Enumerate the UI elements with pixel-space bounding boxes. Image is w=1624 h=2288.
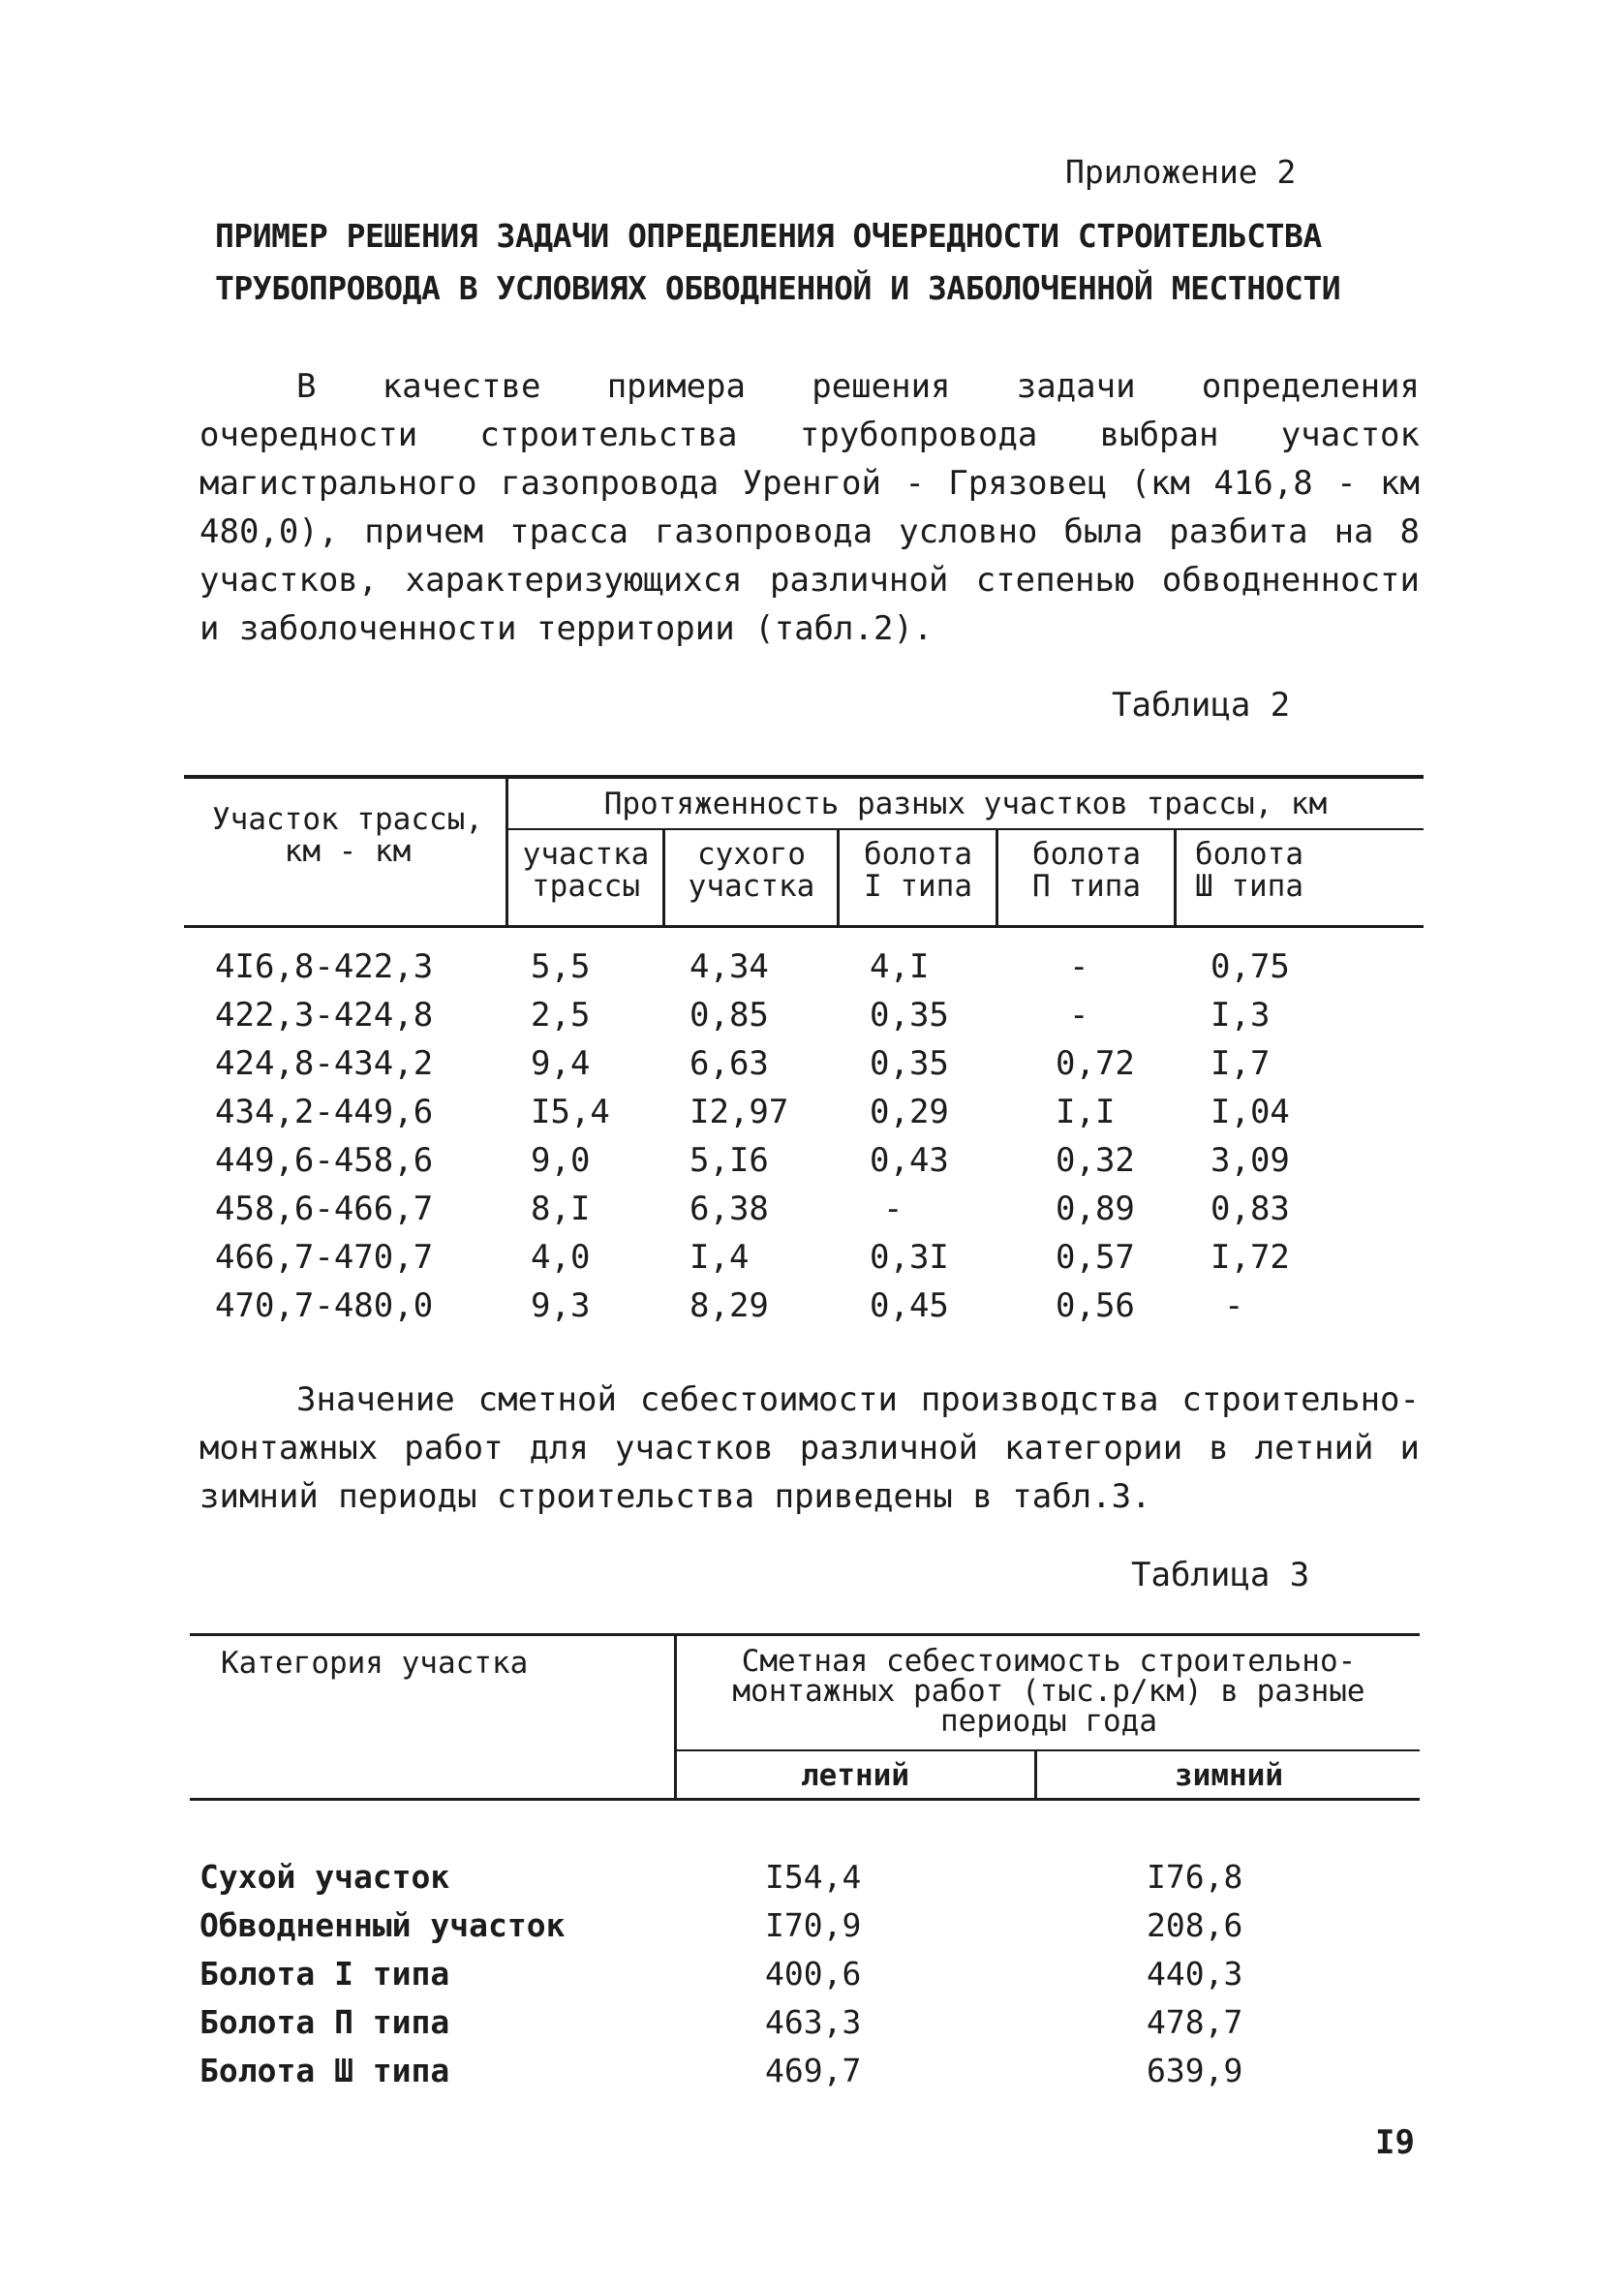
cost-paragraph xyxy=(199,1376,1420,1521)
table-cell: I,7 xyxy=(1210,1044,1271,1083)
table-cell: 470,7-480,0 xyxy=(215,1286,434,1325)
table-cell: Обводненный участок xyxy=(199,1906,566,1944)
table-cell: 424,8-434,2 xyxy=(215,1044,434,1083)
table-cell: 466,7-470,7 xyxy=(215,1238,434,1277)
table-cell: I,4 xyxy=(689,1238,750,1277)
table-cell: I54,4 xyxy=(765,1858,862,1896)
intro-paragraph-text: В качестве примера решения задачи определения очередности строительства трубопровода выбран участок магистрального газопровода Уренгой - Грязовец (км 416,8 - км 480,0), причем трасса газопровода условно была разбита на 8 участков, характеризующихся различной степенью обводненности и заболоченности территории (табл.2). xyxy=(199,367,1420,648)
table-cell: 0,35 xyxy=(870,996,949,1035)
table-cell: 0,57 xyxy=(1056,1238,1135,1277)
table-cell: 4,I xyxy=(870,947,930,986)
table3-divider-1 xyxy=(674,1635,677,1798)
table-cell: 0,45 xyxy=(870,1286,949,1325)
table-cell: 0,56 xyxy=(1056,1286,1135,1325)
table3-header-rule xyxy=(190,1798,1420,1801)
table-cell: I,72 xyxy=(1210,1238,1290,1277)
table-cell: 0,35 xyxy=(870,1044,949,1083)
table-cell: 0,89 xyxy=(1056,1190,1135,1228)
table-cell: 458,6-466,7 xyxy=(215,1190,434,1228)
table-cell: 2,5 xyxy=(531,996,591,1035)
table-cell: 208,6 xyxy=(1147,1906,1243,1944)
table-cell: I2,97 xyxy=(689,1093,789,1131)
table2-divider-3 xyxy=(837,829,840,926)
table-cell: 0,72 xyxy=(1056,1044,1135,1083)
table-cell: 422,3-424,8 xyxy=(215,996,434,1035)
table3-caption: Таблица 3 xyxy=(1131,1556,1310,1594)
table2-header-rule xyxy=(184,925,1424,928)
table2-divider-4 xyxy=(996,829,998,926)
table3-col-summer: летний xyxy=(801,1758,909,1793)
table2-header-group: Протяженность разных участков трассы, км xyxy=(603,787,1328,821)
table-cell: I,04 xyxy=(1210,1093,1290,1131)
table3-top-rule xyxy=(190,1633,1420,1636)
page-number: I9 xyxy=(1375,2123,1415,2162)
table-cell: 0,75 xyxy=(1210,947,1290,986)
title-line-1: ПРИМЕР РЕШЕНИЯ ЗАДАЧИ ОПРЕДЕЛЕНИЯ ОЧЕРЕДНОСТИ СТРОИТЕЛЬСТВА xyxy=(215,217,1322,255)
table2-col-header: болота П типа xyxy=(1032,837,1141,904)
table2-col-header: участка трассы xyxy=(522,837,650,904)
table-cell: 9,4 xyxy=(531,1044,591,1083)
table2-col-header: сухого участка xyxy=(688,837,815,904)
table-cell: I5,4 xyxy=(531,1093,610,1131)
table-cell: I,3 xyxy=(1210,996,1271,1035)
table-cell: 0,32 xyxy=(1056,1141,1135,1180)
table-cell: I,I xyxy=(1056,1093,1116,1131)
table2-top-rule xyxy=(184,775,1424,779)
table-cell: - xyxy=(883,1190,904,1228)
table-cell: 4I6,8-422,3 xyxy=(215,947,434,986)
table-cell: 639,9 xyxy=(1147,2052,1243,2089)
table-cell: - xyxy=(1069,996,1089,1035)
table-cell: 449,6-458,6 xyxy=(215,1141,434,1180)
table-cell: Болота Ш типа xyxy=(199,2052,450,2089)
table-cell: 3,09 xyxy=(1210,1141,1290,1180)
table-cell: 4,0 xyxy=(531,1238,591,1277)
table-cell: 0,83 xyxy=(1210,1190,1290,1228)
table-cell: I76,8 xyxy=(1147,1858,1243,1896)
table-cell: Болота I типа xyxy=(199,1955,450,1993)
table3-group-rule xyxy=(676,1749,1420,1751)
table2-divider-5 xyxy=(1174,829,1177,926)
table-cell: - xyxy=(1069,947,1089,986)
table-cell: 469,7 xyxy=(765,2052,862,2089)
table-cell: 0,43 xyxy=(870,1141,949,1180)
table-cell: 6,38 xyxy=(689,1190,769,1228)
table-cell: 6,63 xyxy=(689,1044,769,1083)
table-cell: 8,I xyxy=(531,1190,591,1228)
table-cell: 5,5 xyxy=(531,947,591,986)
table-cell: 9,0 xyxy=(531,1141,591,1180)
table-cell: Болота П типа xyxy=(199,2003,450,2041)
table-cell: 478,7 xyxy=(1147,2003,1243,2041)
table-cell: 0,85 xyxy=(689,996,769,1035)
table-cell: 9,3 xyxy=(531,1286,591,1325)
title-line-2: ТРУБОПРОВОДА В УСЛОВИЯХ ОБВОДНЕННОЙ И ЗАБОЛОЧЕННОЙ МЕСТНОСТИ xyxy=(215,269,1341,307)
table2-divider-2 xyxy=(662,829,665,926)
table3-header-group: Сметная себестоимость строительно- монтажных работ (тыс.р/км) в разные периоды года xyxy=(732,1644,1365,1739)
table-cell: 0,3I xyxy=(870,1238,949,1277)
table-cell: 463,3 xyxy=(765,2003,862,2041)
table-cell: I70,9 xyxy=(765,1906,862,1944)
table2-caption: Таблица 2 xyxy=(1112,686,1291,725)
table-cell: 400,6 xyxy=(765,1955,862,1993)
table-cell: 5,I6 xyxy=(689,1141,769,1180)
table-cell: - xyxy=(1224,1286,1244,1325)
table2-header-section: Участок трассы, км - км xyxy=(212,802,483,869)
table-cell: 434,2-449,6 xyxy=(215,1093,434,1131)
table-cell: Сухой участок xyxy=(199,1858,450,1896)
table3-col-winter: зимний xyxy=(1175,1758,1283,1793)
table3-divider-2 xyxy=(1034,1751,1037,1798)
table3-header-category: Категория участка xyxy=(221,1646,529,1681)
table-cell: 8,29 xyxy=(689,1286,769,1325)
table2-group-rule xyxy=(507,828,1424,830)
intro-paragraph xyxy=(199,362,1420,653)
table2-col-header: болота I типа xyxy=(864,837,972,904)
table2-col-header: болота Ш типа xyxy=(1195,837,1303,904)
table-cell: 0,29 xyxy=(870,1093,949,1131)
table-cell: 440,3 xyxy=(1147,1955,1243,1993)
table-cell: 4,34 xyxy=(689,947,769,986)
cost-paragraph-text: Значение сметной себестоимости производства строительно-монтажных работ для участков различной категории в летний и зимний периоды строительства приведены в табл.3. xyxy=(199,1380,1420,1516)
appendix-label: Приложение 2 xyxy=(1065,153,1297,191)
